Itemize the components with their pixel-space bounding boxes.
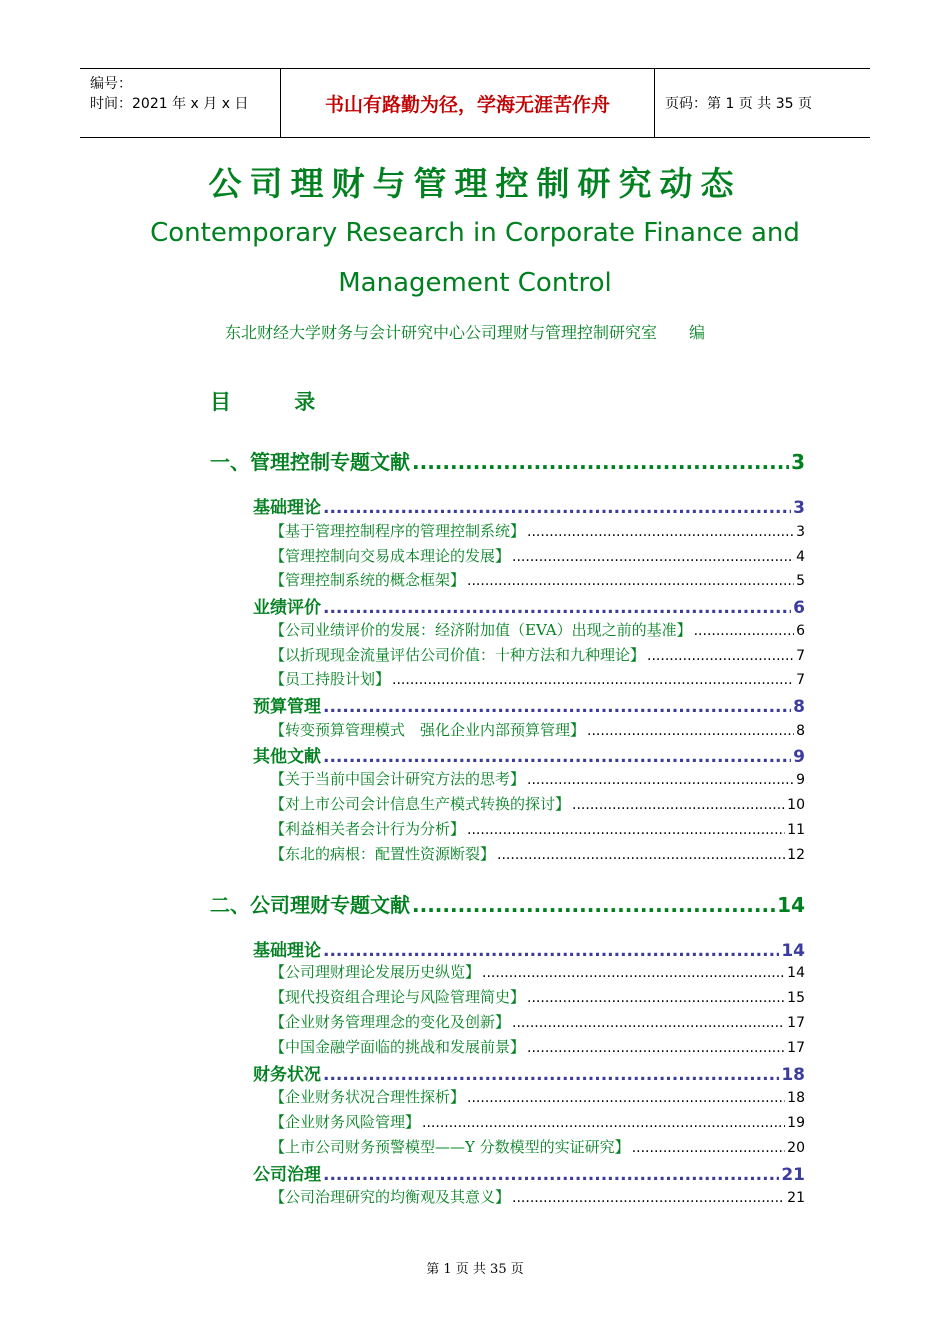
toc-entry-page: 6 bbox=[793, 598, 805, 618]
toc-entry-page: 19 bbox=[787, 1115, 805, 1131]
header-page-cell bbox=[655, 69, 870, 137]
toc-entry-level2[interactable] bbox=[253, 1060, 805, 1085]
toc-entry-label: 【中国金融学面临的挑战和发展前景】 bbox=[270, 1038, 526, 1056]
header-motto-cell bbox=[281, 69, 655, 137]
toc-entry-label: 预算管理 bbox=[253, 697, 321, 717]
page-header-table bbox=[80, 68, 870, 138]
toc-entry-level3[interactable] bbox=[270, 986, 805, 1007]
toc-entry-page: 15 bbox=[787, 990, 805, 1006]
toc-entry-level3[interactable] bbox=[270, 1111, 805, 1132]
toc-leader-dots bbox=[412, 893, 775, 917]
toc-leader-dots bbox=[527, 990, 785, 1006]
toc-entry-level3[interactable] bbox=[270, 768, 805, 789]
toc-leader-dots bbox=[512, 1190, 785, 1206]
toc-entry-page: 3 bbox=[796, 524, 805, 540]
toc-entry-label: 基础理论 bbox=[253, 941, 321, 961]
toc-leader-dots bbox=[527, 772, 794, 788]
toc-entry-page: 12 bbox=[787, 847, 805, 863]
toc-entry-level2[interactable] bbox=[253, 742, 805, 767]
toc-entry-level3[interactable] bbox=[270, 1136, 805, 1157]
toc-entry-label: 【企业财务风险管理】 bbox=[270, 1113, 421, 1131]
toc-leader-dots bbox=[323, 1065, 779, 1085]
number-label: 编号： bbox=[90, 76, 132, 92]
editor-suffix: 编 bbox=[689, 323, 706, 342]
toc-entry-level3[interactable] bbox=[270, 719, 805, 740]
toc-entry-label: 【公司理财理论发展历史纵览】 bbox=[270, 963, 481, 981]
toc-entry-label: 公司治理 bbox=[253, 1165, 321, 1185]
toc-leader-dots bbox=[422, 1115, 785, 1131]
toc-entry-level3[interactable] bbox=[270, 818, 805, 839]
toc-entry-level2[interactable] bbox=[253, 493, 805, 518]
toc-leader-dots bbox=[323, 598, 791, 618]
toc-entry-page: 7 bbox=[796, 648, 805, 664]
toc-entry-page: 18 bbox=[787, 1090, 805, 1106]
toc-entry-level3[interactable] bbox=[270, 569, 805, 590]
toc-leader-dots bbox=[412, 450, 789, 474]
toc-entry-label: 【转变预算管理模式 强化企业内部预算管理】 bbox=[270, 721, 586, 739]
toc-entry-page: 14 bbox=[787, 965, 805, 981]
toc-entry-page: 3 bbox=[793, 498, 805, 518]
toc-entry-page: 9 bbox=[793, 747, 805, 767]
toc-leader-dots bbox=[587, 723, 794, 739]
motto-text: 书山有路勤为径，学海无涯苦作舟 bbox=[324, 93, 610, 116]
toc-entry-label: 其他文献 bbox=[253, 747, 321, 767]
document-title-en bbox=[100, 208, 850, 308]
toc-entry-label: 【上市公司财务预警模型——Y 分数模型的实证研究】 bbox=[270, 1138, 630, 1156]
toc-entry-level1[interactable] bbox=[210, 446, 805, 475]
toc-entry-label: 【管理控制系统的概念框架】 bbox=[270, 571, 466, 589]
toc-entry-level3[interactable] bbox=[270, 545, 805, 566]
toc-entry-page: 11 bbox=[787, 822, 805, 838]
toc-leader-dots bbox=[467, 573, 794, 589]
toc-entry-label: 【关于当前中国会计研究方法的思考】 bbox=[270, 770, 526, 788]
toc-leader-dots bbox=[482, 965, 785, 981]
toc-leader-dots bbox=[512, 1015, 785, 1031]
toc-leader-dots bbox=[512, 549, 794, 565]
toc-entry-page: 21 bbox=[787, 1190, 805, 1206]
toc-leader-dots bbox=[323, 1165, 779, 1185]
toc-entry-level2[interactable] bbox=[253, 1160, 805, 1185]
toc-leader-dots bbox=[497, 847, 785, 863]
toc-entry-label: 一、管理控制专题文献 bbox=[210, 450, 410, 474]
toc-entry-label: 二、公司理财专题文献 bbox=[210, 893, 410, 917]
toc-entry-page: 7 bbox=[796, 672, 805, 688]
toc-entry-level3[interactable] bbox=[270, 520, 805, 541]
page-footer: 第 1 页 共 35 页 bbox=[426, 1262, 524, 1277]
toc-entry-label: 【企业财务管理理念的变化及创新】 bbox=[270, 1013, 511, 1031]
toc-entry-page: 14 bbox=[777, 893, 805, 917]
toc-entry-level3[interactable] bbox=[270, 843, 805, 864]
toc-entry-page: 14 bbox=[781, 941, 805, 961]
toc-entry-label: 【公司业绩评价的发展：经济附加值（EVA）出现之前的基准】 bbox=[270, 621, 692, 639]
title-en-line1: Contemporary Research in Corporate Finance and bbox=[150, 218, 800, 248]
toc-entry-label: 【员工持股计划】 bbox=[270, 670, 391, 688]
toc-entry-page: 17 bbox=[787, 1040, 805, 1056]
toc-entry-page: 17 bbox=[787, 1015, 805, 1031]
toc-entry-level3[interactable] bbox=[270, 644, 805, 665]
toc-entry-label: 基础理论 bbox=[253, 498, 321, 518]
toc-entry-page: 8 bbox=[793, 697, 805, 717]
time-label: 时间：2021 年 x 月 x 日 bbox=[90, 96, 249, 112]
toc-leader-dots bbox=[467, 822, 785, 838]
toc-entry-level1[interactable] bbox=[210, 889, 805, 918]
toc-entry-level3[interactable] bbox=[270, 668, 805, 689]
toc-entry-label: 【东北的病根：配置性资源断裂】 bbox=[270, 845, 496, 863]
toc-leader-dots bbox=[572, 797, 785, 813]
toc-entry-page: 21 bbox=[781, 1165, 805, 1185]
toc-entry-label: 【企业财务状况合理性探析】 bbox=[270, 1088, 466, 1106]
toc-entry-level3[interactable] bbox=[270, 1036, 805, 1057]
toc-entry-page: 3 bbox=[791, 450, 805, 474]
toc-heading: 目 录 bbox=[210, 390, 344, 414]
toc-entry-label: 【基于管理控制程序的管理控制系统】 bbox=[270, 522, 526, 540]
toc-entry-label: 【管理控制向交易成本理论的发展】 bbox=[270, 547, 511, 565]
toc-entry-level3[interactable] bbox=[270, 1186, 805, 1207]
toc-entry-level3[interactable] bbox=[270, 619, 805, 640]
toc-leader-dots bbox=[694, 623, 794, 639]
header-meta-cell bbox=[80, 69, 281, 137]
toc-entry-label: 业绩评价 bbox=[253, 598, 321, 618]
toc-entry-level2[interactable] bbox=[253, 692, 805, 717]
toc-entry-page: 9 bbox=[796, 772, 805, 788]
toc-entry-level3[interactable] bbox=[270, 1011, 805, 1032]
toc-leader-dots bbox=[323, 697, 791, 717]
toc-leader-dots bbox=[467, 1090, 785, 1106]
toc-entry-label: 【公司治理研究的均衡观及其意义】 bbox=[270, 1188, 511, 1206]
toc-entry-level3[interactable] bbox=[270, 793, 805, 814]
toc-entry-label: 【以折现现金流量评估公司价值：十种方法和九种理论】 bbox=[270, 646, 646, 664]
toc-entry-label: 【现代投资组合理论与风险管理简史】 bbox=[270, 988, 526, 1006]
toc-leader-dots bbox=[632, 1140, 785, 1156]
toc-leader-dots bbox=[527, 1040, 785, 1056]
toc-entry-page: 18 bbox=[781, 1065, 805, 1085]
toc-entry-label: 【利益相关者会计行为分析】 bbox=[270, 820, 466, 838]
document-title-cn: 公司理财与管理控制研究动态 bbox=[208, 164, 742, 203]
toc-entry-level3[interactable] bbox=[270, 1086, 805, 1107]
toc-entry-label: 财务状况 bbox=[253, 1065, 321, 1085]
toc-entry-page: 4 bbox=[796, 549, 805, 565]
toc-entry-page: 6 bbox=[796, 623, 805, 639]
title-en-line2: Management Control bbox=[338, 268, 612, 298]
toc-leader-dots bbox=[647, 648, 794, 664]
toc-leader-dots bbox=[323, 498, 791, 518]
toc-leader-dots bbox=[527, 524, 794, 540]
toc-leader-dots bbox=[323, 747, 791, 767]
toc-leader-dots bbox=[323, 941, 779, 961]
toc-entry-page: 8 bbox=[796, 723, 805, 739]
toc-entry-page: 10 bbox=[787, 797, 805, 813]
page-info: 页码：第 1 页 共 35 页 bbox=[665, 96, 812, 112]
toc-entry-label: 【对上市公司会计信息生产模式转换的探讨】 bbox=[270, 795, 571, 813]
toc-entry-page: 20 bbox=[787, 1140, 805, 1156]
editor-name: 东北财经大学财务与会计研究中心公司理财与管理控制研究室 bbox=[225, 323, 658, 342]
toc-leader-dots bbox=[392, 672, 794, 688]
toc-entry-page: 5 bbox=[796, 573, 805, 589]
toc-entry-level2[interactable] bbox=[253, 593, 805, 618]
toc-entry-level2[interactable] bbox=[253, 936, 805, 961]
toc-entry-level3[interactable] bbox=[270, 961, 805, 982]
editor-line bbox=[225, 320, 705, 343]
